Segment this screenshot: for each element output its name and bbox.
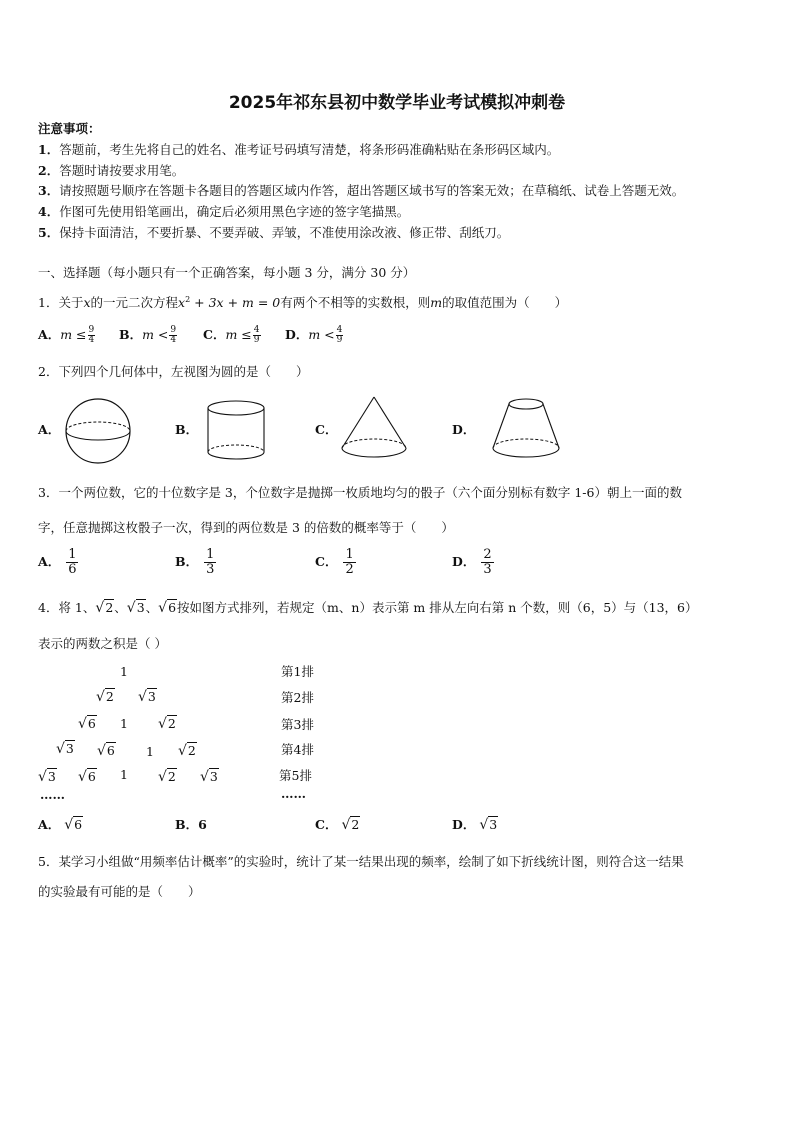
question-5-stem-line2: 的实验最有可能的是（ ）	[38, 884, 201, 899]
arrangement-dots: ……	[40, 787, 65, 802]
question-1-option-d[interactable]: D．m < $\frac{4}{9}$	[285, 325, 343, 345]
page-title: 2025年祁东县初中数学毕业考试模拟冲刺卷	[228, 93, 566, 113]
note-item-4: 4．作图可先使用铅笔画出，确定后必须用黑色字迹的签字笔描黑。	[38, 204, 410, 219]
arrangement-cell: 1	[120, 767, 128, 782]
question-4-option-c[interactable]: C． √2	[315, 817, 360, 833]
arrangement-cell: √2	[96, 689, 114, 705]
arrangement-cell: √3	[56, 741, 74, 757]
arrangement-cell: √6	[97, 743, 115, 759]
question-4-stem-line2: 表示的两数之积是（ ）	[38, 636, 167, 651]
note-item-3: 3．请按照题号顺序在答题卡各题目的答题区域内作答，超出答题区域书写的答案无效；在草稿纸、试卷上答题无效。	[38, 183, 685, 198]
row-label-4: 第4排	[281, 742, 314, 757]
section-heading: 一、选择题（每小题只有一个正确答案，每小题 3 分，满分 30 分）	[38, 265, 416, 280]
frustum-figure	[488, 394, 564, 466]
question-3-option-b[interactable]: B． $\frac{1}{3}$	[175, 547, 215, 577]
row-label-dots: ……	[281, 786, 306, 801]
arrangement-cell: √3	[38, 769, 56, 785]
arrangement-cell: √6	[78, 716, 96, 732]
arrangement-cell: √3	[200, 769, 218, 785]
arrangement-cell: 1	[120, 664, 128, 679]
note-item-5: 5．保持卡面清洁，不要折暴、不要弄破、弄皱，不准使用涂改液、修正带、刮纸刀。	[38, 225, 510, 240]
question-2-option-c[interactable]: C．	[315, 422, 338, 437]
sphere-figure	[60, 398, 136, 464]
row-label-5: 第5排	[279, 768, 312, 783]
question-2-option-d[interactable]: D．	[452, 422, 476, 437]
question-4-option-a[interactable]: A． √6	[38, 817, 83, 833]
question-3-stem-line1: 3．一个两位数，它的十位数字是 3，个位数字是抛掷一枚质地均匀的骰子（六个面分别标有数字 1-6）朝上一面的数	[38, 485, 682, 500]
question-1-option-b[interactable]: B．m < $\frac{9}{4}$	[119, 325, 177, 345]
row-label-3: 第3排	[281, 717, 314, 732]
question-1-option-a[interactable]: A．m ≤ $\frac{9}{4}$	[38, 325, 95, 345]
arrangement-cell: 1	[146, 744, 154, 759]
row-label-1: 第1排	[281, 664, 314, 679]
question-3-option-d[interactable]: D． $\frac{2}{3}$	[452, 547, 492, 577]
arrangement-cell: 1	[120, 716, 128, 731]
arrangement-cell: √3	[138, 689, 156, 705]
cone-figure	[338, 394, 410, 466]
question-2-stem: 2．下列四个几何体中，左视图为圆的是（ ）	[38, 364, 309, 379]
question-3-option-c[interactable]: C． $\frac{1}{2}$	[315, 547, 354, 577]
note-item-2: 2．答题时请按要求用笔。	[38, 163, 185, 178]
arrangement-cell: √2	[158, 769, 176, 785]
question-1-stem: 1．关于x的一元二次方程$x^2 + 3x + m = 0$有两个不相等的实数根，则m的取值范围为（ ）	[38, 295, 568, 311]
row-label-2: 第2排	[281, 690, 314, 705]
question-2-option-a[interactable]: A．	[38, 422, 61, 437]
question-4-option-b[interactable]: B．6	[175, 817, 207, 832]
arrangement-cell: √2	[178, 743, 196, 759]
note-item-1: 1．答题前，考生先将自己的姓名、准考证号码填写清楚，将条形码准确粘贴在条形码区域内。	[38, 142, 560, 157]
question-2-option-b[interactable]: B．	[175, 422, 199, 437]
question-3-option-a[interactable]: A． $\frac{1}{6}$	[38, 547, 77, 577]
question-5-stem-line1: 5．某学习小组做“用频率估计概率”的实验时，统计了某一结果出现的频率，绘制了如下折线统计图，则符合这一结果	[38, 854, 684, 869]
arrangement-cell: √2	[158, 716, 176, 732]
question-1-option-c[interactable]: C．m ≤ $\frac{4}{9}$	[203, 325, 260, 345]
question-4-option-d[interactable]: D． √3	[452, 817, 498, 833]
question-4-stem-line1: 4．将 1、√2、√3、√6按如图方式排列，若规定（m、n）表示第 m 排从左向右第 n 个数，则（6，5）与（13，6）	[38, 600, 698, 616]
cylinder-figure	[203, 398, 269, 464]
arrangement-cell: √6	[78, 769, 96, 785]
notes-heading: 注意事项：	[38, 121, 101, 136]
question-3-stem-line2: 字，任意抛掷这枚骰子一次，得到的两位数是 3 的倍数的概率等于（ ）	[38, 520, 454, 535]
